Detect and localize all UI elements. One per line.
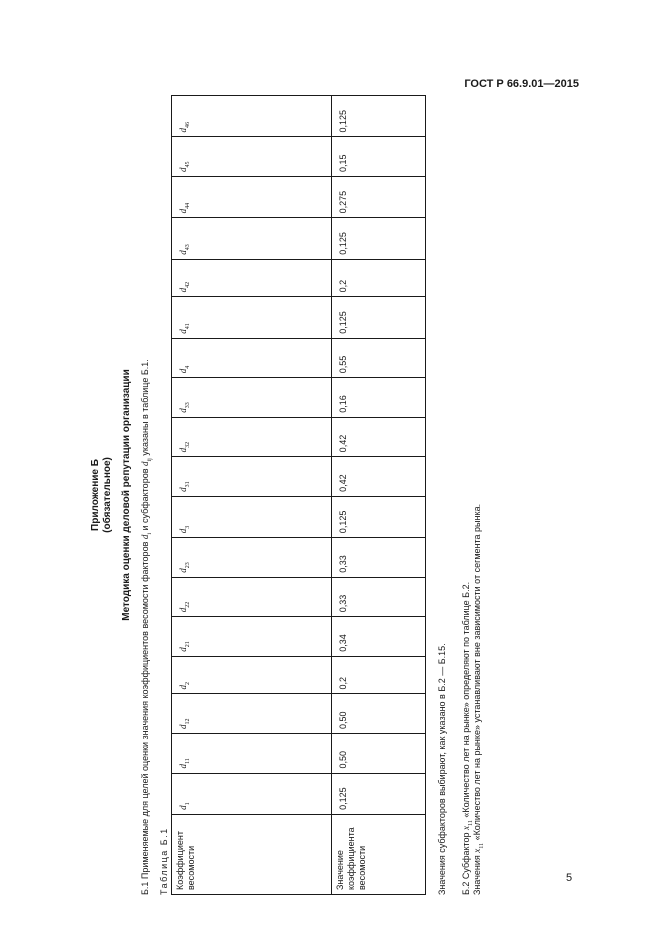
coef-base: d <box>178 487 188 492</box>
coef-value-cell: 0,42 <box>332 457 426 497</box>
coef-value-cell: 0,33 <box>332 538 426 578</box>
coef-symbol-cell <box>172 259 332 297</box>
coef-base: d <box>178 127 188 133</box>
coef-base: d <box>178 568 188 573</box>
intro-var-d: d <box>140 534 150 540</box>
coef-value-cell: 0,50 <box>332 694 426 734</box>
value-row <box>332 96 426 895</box>
coef-subscript: 22 <box>184 601 191 608</box>
coef-subscript: 11 <box>184 758 191 765</box>
coef-value-cell: 0,50 <box>332 734 426 774</box>
standard-header: ГОСТ Р 66.9.01—2015 <box>464 78 579 90</box>
coef-base: d <box>178 208 188 214</box>
coef-symbol-cell <box>172 297 332 338</box>
intro-part1: Б.1 Применяемые для целей оценки значения коэффициентов весомости факторов <box>140 539 150 895</box>
note2-var <box>461 820 474 830</box>
coef-subscript: 31 <box>184 481 191 488</box>
coef-base: d <box>178 528 188 534</box>
coef-value-cell: 0,125 <box>332 218 426 259</box>
coef-subscript: 44 <box>184 202 191 209</box>
coef-base: d <box>178 287 188 293</box>
note3-var <box>472 842 485 853</box>
coefficients-table <box>171 95 426 895</box>
intro-var-d2: d <box>140 461 150 467</box>
row2-label: Значение коэффициента весомости <box>332 814 426 894</box>
coef-subscript: 45 <box>184 161 191 168</box>
coef-subscript: 3 <box>184 525 191 529</box>
coef-base: d <box>178 167 188 172</box>
note-subfactors: Значения субфакторов выбирают, как указано в Б.2 — Б.15. <box>437 643 447 895</box>
note3-part-b: «Количество лет на рынке» устанавливают вне зависимости от сегмента рынка. <box>472 503 482 843</box>
coef-symbol-cell <box>172 177 332 218</box>
coef-symbol-cell <box>172 417 332 457</box>
coef-symbol-cell <box>172 137 332 177</box>
coef-base: d <box>178 684 188 690</box>
intro-sub-ij: ij <box>146 458 153 462</box>
coef-symbol-cell <box>172 496 332 537</box>
intro-var-di <box>140 532 153 540</box>
coef-symbol-cell <box>172 538 332 578</box>
note3-x: x <box>472 848 482 853</box>
coef-symbol-cell <box>172 218 332 259</box>
intro-paragraph <box>140 359 153 895</box>
coef-value-cell: 0,275 <box>332 177 426 218</box>
coef-value-cell: 0,125 <box>332 96 426 137</box>
coef-subscript: 46 <box>184 121 191 128</box>
coef-symbol-cell <box>172 694 332 734</box>
coefficient-row <box>172 96 332 895</box>
coef-base: d <box>178 764 188 769</box>
coef-value-cell: 0,2 <box>332 656 426 694</box>
coef-subscript: 32 <box>184 441 191 448</box>
coef-base: d <box>178 250 188 255</box>
coef-subscript: 1 <box>184 802 191 806</box>
coef-value-cell: 0,125 <box>332 496 426 537</box>
page-number: 5 <box>566 872 573 884</box>
note2-sub: 11 <box>467 820 474 826</box>
coef-value-cell: 0,33 <box>332 577 426 617</box>
coef-value-cell: 0,125 <box>332 773 426 814</box>
row1-label: Коэффициент весомости <box>172 814 332 894</box>
coef-symbol-cell <box>172 338 332 378</box>
coef-symbol-cell <box>172 656 332 694</box>
note2-part-b: «Количество лет на рынке» определяют по таблице Б.2. <box>461 581 471 821</box>
coef-base: d <box>178 408 188 413</box>
method-title: Методика оценки деловой репутации организации <box>121 369 132 621</box>
coef-base: d <box>178 329 188 334</box>
intro-sub-i: i <box>146 532 153 535</box>
coef-symbol-cell <box>172 577 332 617</box>
note2-part-a: Б.2 Субфактор <box>461 829 471 895</box>
appendix-title: Приложение Б <box>90 459 101 531</box>
coef-subscript: 43 <box>184 244 191 251</box>
table-caption: Таблица Б.1 <box>159 827 169 895</box>
coef-subscript: 2 <box>184 681 191 685</box>
coef-subscript: 41 <box>184 323 191 330</box>
coef-value-cell: 0,125 <box>332 297 426 338</box>
coef-base: d <box>178 724 188 729</box>
coef-base: d <box>178 447 188 453</box>
appendix-subtitle: (обязательное) <box>102 457 113 533</box>
coef-symbol-cell <box>172 617 332 657</box>
coef-value-cell: 0,34 <box>332 617 426 657</box>
coef-symbol-cell <box>172 773 332 814</box>
coef-subscript: 12 <box>184 718 191 725</box>
intro-var-dij <box>140 458 153 467</box>
rotated-page-content <box>90 95 510 895</box>
coef-value-cell: 0,42 <box>332 417 426 457</box>
coef-symbol-cell <box>172 96 332 137</box>
coef-value-cell: 0,2 <box>332 259 426 297</box>
coef-value-cell: 0,55 <box>332 338 426 378</box>
coef-symbol-cell <box>172 378 332 418</box>
note2-x: x <box>461 825 471 830</box>
coef-subscript: 33 <box>184 402 191 409</box>
intro-part3: указаны в таблице Б.1. <box>140 359 150 459</box>
coef-subscript: 42 <box>184 281 191 288</box>
coef-base: d <box>178 647 188 652</box>
note3-part-a: Значения <box>472 852 482 895</box>
coef-subscript: 23 <box>184 562 191 569</box>
coef-subscript: 4 <box>184 365 191 369</box>
coef-value-cell: 0,16 <box>332 378 426 418</box>
coef-base: d <box>178 368 188 374</box>
note-values <box>472 504 485 895</box>
coef-subscript: 21 <box>184 641 191 648</box>
note3-sub: 11 <box>478 842 485 849</box>
coef-base: d <box>178 805 188 810</box>
coef-base: d <box>178 607 188 613</box>
coef-symbol-cell <box>172 457 332 497</box>
intro-part2: и субфакторов <box>140 466 150 533</box>
coef-symbol-cell <box>172 734 332 774</box>
coef-value-cell: 0,15 <box>332 137 426 177</box>
